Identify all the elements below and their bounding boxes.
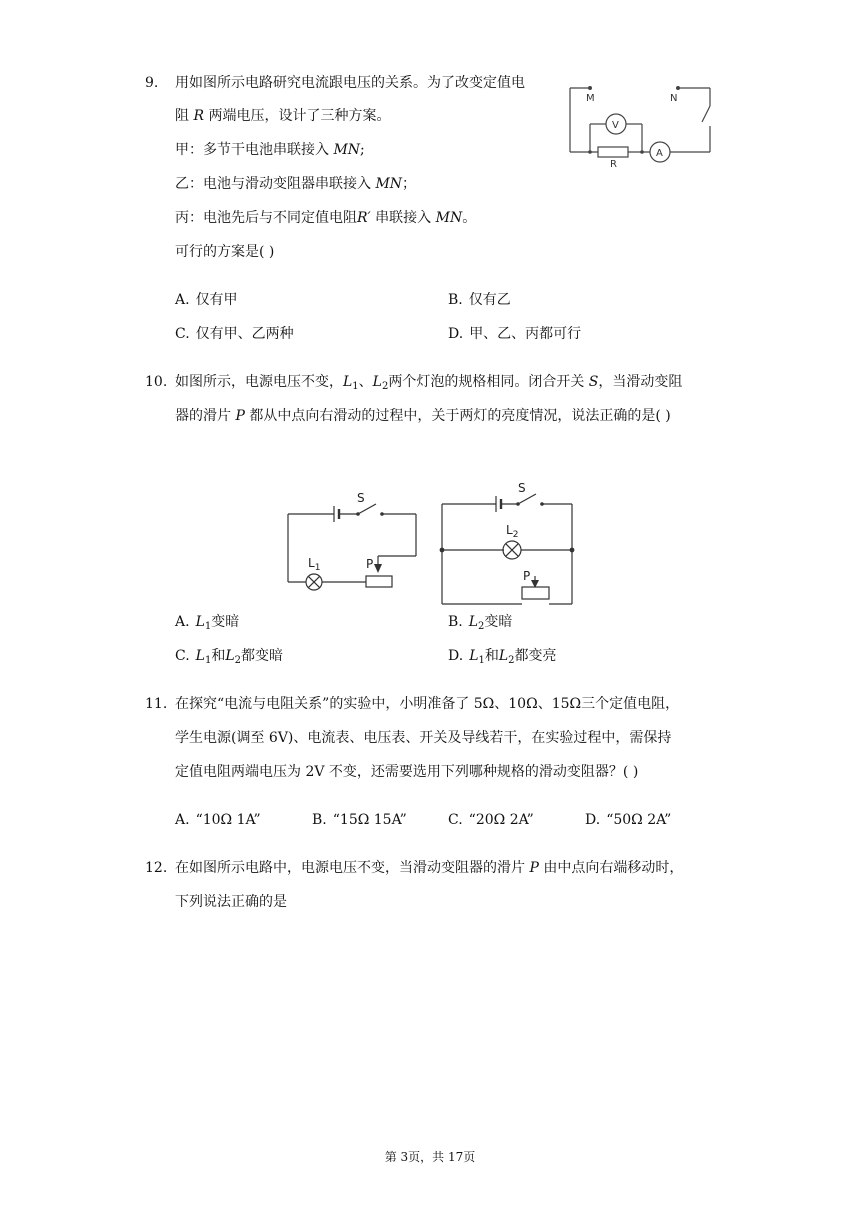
q12-stem-line2: 下列说法正确的是 [175, 894, 287, 910]
q9-label-n: N [670, 93, 678, 104]
q9-label-m: M [586, 93, 595, 104]
q9-resistor-label: R [610, 159, 617, 170]
q9-scheme-jia: 甲：多节干电池串联接入 MN; [175, 142, 365, 158]
q9-scheme-yi: 乙：电池与滑动变阻器串联接入 MN； [175, 176, 417, 192]
q10-switch-label-left: S [357, 491, 365, 505]
q10-option-a[interactable]: A. $L_1$变暗 [175, 614, 240, 632]
q9-option-b[interactable]: B. 仅有乙 [448, 292, 511, 308]
q10-lamp1-label: $L_1$ [308, 556, 321, 573]
q10-option-b[interactable]: B. $L_2$变暗 [448, 614, 513, 632]
page-footer: 第 3页，共 17页 [384, 1150, 476, 1164]
q10-number: 10. [145, 374, 168, 390]
q10-switch-label-right: S [518, 481, 526, 495]
q12-number: 12. [145, 860, 168, 876]
q9-stem-line2: 阻 R 两端电压，设计了三种方案。 [175, 108, 391, 124]
q9-option-a[interactable]: A. 仅有甲 [175, 292, 238, 308]
q10-slider-label-right: P [523, 569, 531, 583]
q9-option-c[interactable]: C. 仅有甲、乙两种 [175, 326, 294, 342]
q11-option-a[interactable]: A. “10Ω 1A” [175, 812, 261, 828]
q10-stem-line1: 如图所示，电源电压不变，$L_1$、$L_2$两个灯泡的规格相同。闭合开关 S，当滑动变阻 [175, 374, 683, 392]
q9-question: 可行的方案是( ) [175, 244, 275, 260]
q12-stem-line1: 在如图所示电路中，电源电压不变，当滑动变阻器的滑片 P 由中点向右端移动时， [175, 860, 684, 876]
q11-option-b[interactable]: B. “15Ω 15A” [312, 812, 407, 828]
q11-stem-line1: 在探究“电流与电阻关系”的实验中，小明准备了 5Ω、10Ω、15Ω三个定值电阻， [175, 696, 680, 712]
q10-stem-line2: 器的滑片 P 都从中点向右滑动的过程中，关于两灯的亮度情况，说法正确的是( ) [175, 408, 671, 424]
q10-circuit-diagram [280, 478, 580, 608]
q11-option-c[interactable]: C. “20Ω 2A” [448, 812, 534, 828]
q10-option-c[interactable]: C. $L_1$和$L_2$都变暗 [175, 648, 284, 666]
q9-option-d[interactable]: D. 甲、乙、丙都可行 [448, 326, 582, 342]
q9-number: 9. [145, 75, 159, 91]
q11-stem-line3: 定值电阻两端电压为 2V 不变，还需要选用下列哪种规格的滑动变阻器？( ) [175, 764, 639, 780]
q10-lamp2-label: $L_2$ [506, 523, 519, 540]
q11-option-d[interactable]: D. “50Ω 2A” [585, 812, 672, 828]
q11-number: 11. [145, 696, 168, 712]
q9-circuit-diagram [566, 80, 716, 170]
q9-scheme-bing: 丙：电池先后与不同定值电阻R′ 串联接入 MN。 [175, 210, 477, 226]
q10-option-d[interactable]: D. $L_1$和$L_2$都变亮 [448, 648, 557, 666]
q10-slider-label-left: P [366, 557, 374, 571]
q9-stem-line1: 用如图所示电路研究电流跟电压的关系。为了改变定值电 [175, 75, 525, 91]
q9-ammeter-label: A [656, 148, 663, 159]
q11-stem-line2: 学生电源(调至 6V)、电流表、电压表、开关及导线若干，在实验过程中，需保持 [175, 730, 672, 746]
q9-voltmeter-label: V [612, 120, 619, 131]
